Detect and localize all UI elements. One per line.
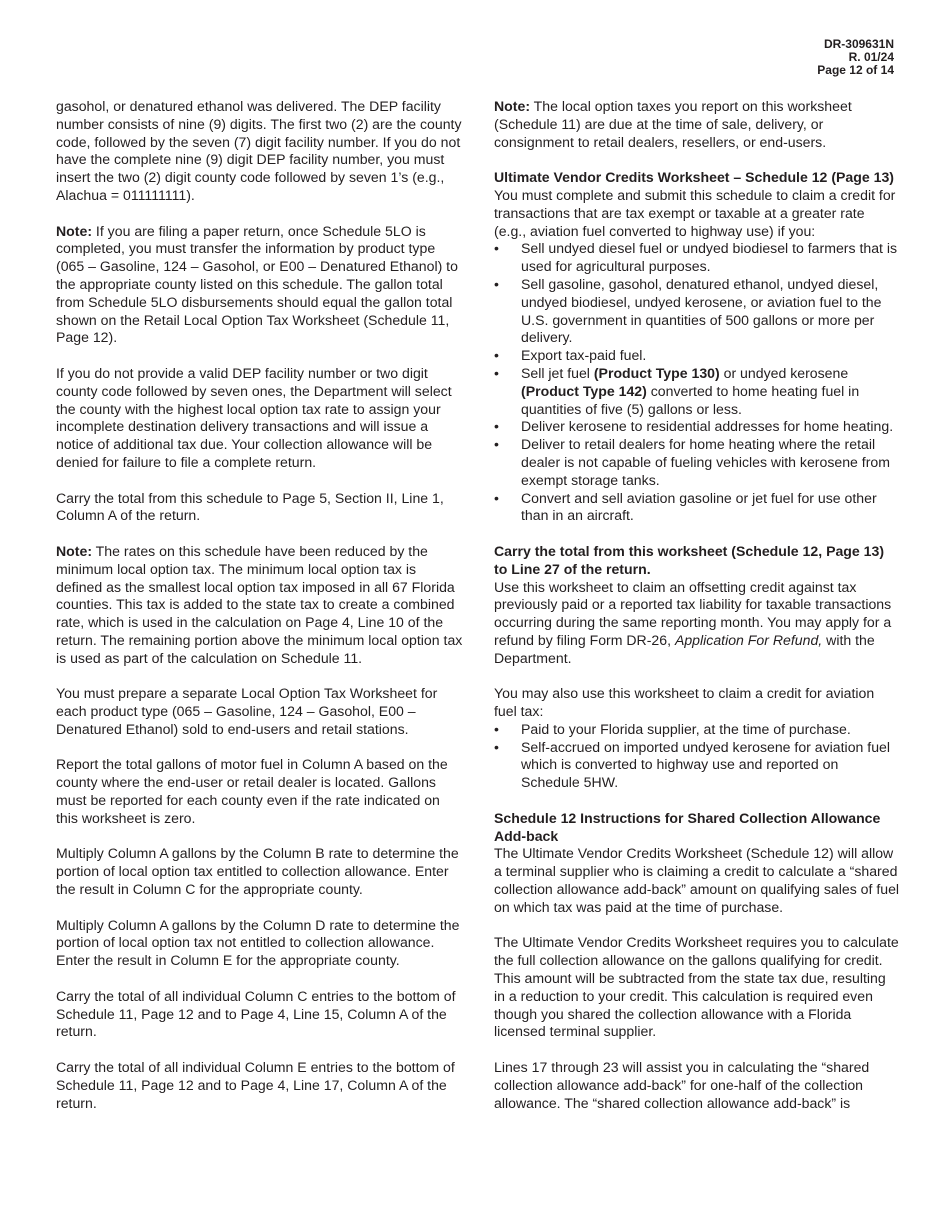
list-item: • Self-accrued on imported undyed kerosene for aviation fuel which is converted to highway use and reported on Schedule 5HW. (494, 739, 900, 792)
paragraph-column-e: Multiply Column A gallons by the Column D rate to determine the portion of local option tax not entitled to collection allowance. Enter the result in Column E for the appropriate county. (56, 916, 460, 969)
list-item: • Sell gasoline, gasohol, denatured ethanol, undyed diesel, undyed biodiesel, undyed kerosene, or aviation fuel to the U.S. government in quantities of 500 gallons or more per delivery. (494, 276, 900, 347)
right-column (494, 98, 900, 1112)
paragraph-separate-worksheet: You must prepare a separate Local Option Tax Worksheet for each product type (065 – Gasoline, 124 – Gasohol, E00 – Denatured Ethanol) sold to end-users and retail stations. (56, 685, 438, 737)
form-title-italic: Application For Refund, (674, 631, 823, 648)
paragraph-offsetting-credit (494, 579, 900, 668)
paragraph-invalid-dep: If you do not provide a valid DEP facility number or two digit county code followed by seven ones, the Department will select the county with the highest local option tax rate to assign your incomplete destination delivery transactions and will issue a notice of additional tax due. Your collection allowance will be denied for failure to file a complete return. (56, 364, 452, 470)
note-text: If you are filing a paper return, once Schedule 5LO is completed, you must transfer the information by product type (065 – Gasoline, 124 – Gasohol, or E00 – Denatured Ethanol) to the appropriate county listed on this schedule. The gallon total from Schedule 5LO disbursements should equal the gallon total shown on the Retail Local Option Tax Worksheet (Schedule 11, Page 12). (56, 222, 458, 346)
heading-schedule-12: Ultimate Vendor Credits Worksheet – Schedule 12 (Page 13) (494, 169, 894, 186)
note-text: The rates on this schedule have been reduced by the minimum local option tax. The minimum local option tax is defined as the smallest local option tax imposed in all 67 Florida counties. This tax is added to the state tax to create a combined rate, which is used in the calculation on Page 4, Line 10 of the return. The remaining portion above the minimum local option tax is used as part of the calculation on Schedule 11. (56, 542, 463, 666)
list-item: • Export tax-paid fuel. (494, 347, 900, 365)
list-item-text: Sell jet fuel (521, 364, 594, 381)
form-number: DR-309631N (823, 37, 894, 51)
list-item: • Sell undyed diesel fuel or undyed biodiesel to farmers that is used for agricultural purposes. (494, 240, 900, 276)
list-item-text: converted to home heating fuel in quantities of five (5) gallons or less. (521, 382, 860, 417)
note-rates-reduced (56, 543, 464, 668)
list-item (494, 365, 900, 418)
paragraph-text: with the Department. (494, 631, 875, 666)
product-type-130: (Product Type 130) (593, 364, 720, 381)
note-paper-return (56, 223, 464, 348)
note-label: Note: (56, 222, 93, 239)
left-column (56, 98, 464, 1112)
aviation-credit-list (494, 721, 900, 792)
paragraph-schedule-12: You must complete and submit this schedule to claim a credit for transactions that are tax exempt or taxable at a greater rate (e.g., aviation fuel converted to highway use) if you: (494, 186, 896, 239)
form-header (817, 38, 894, 77)
note-label: Note: (56, 542, 93, 559)
paragraph-lines-17-23: Lines 17 through 23 will assist you in calculating the “shared collection allowance add-back” for one-half of the collection allowance. The “shared collection allowance add-back” is (494, 1059, 870, 1111)
product-type-142: (Product Type 142) (521, 382, 647, 399)
list-item: • Paid to your Florida supplier, at the time of purchase. (494, 721, 900, 739)
paragraph-text: Use this worksheet to claim an offsetting credit against tax previously paid or a reported tax liability for taxable transactions occurring during the same reporting month. You may apply for a refund by filing Form DR-26, (494, 578, 892, 648)
list-item: • Deliver to retail dealers for home heating where the retail dealer is not capable of fueling vehicles with kerosene from exempt storage tanks. (494, 436, 900, 489)
note-label: Note: (494, 98, 531, 114)
list-item: • Convert and sell aviation gasoline or jet fuel for use other than in an aircraft. (494, 490, 900, 526)
credit-conditions-list (494, 240, 900, 525)
paragraph-column-c: Multiply Column A gallons by the Column B rate to determine the portion of local option tax entitled to collection allowance. Enter the result in Column C for the appropriate county. (56, 845, 459, 898)
paragraph-dep-facility: gasohol, or denatured ethanol was delivered. The DEP facility number consists of nine (9) digits. The first two (2) are the county code, followed by the seven (7) digit facility number. If you do not have the complete nine (9) digit DEP facility number, you must insert the two (2) digit county code followed by seven 1’s (e.g., Alachua = 011111111). (56, 98, 462, 203)
heading-shared-collection: Schedule 12 Instructions for Shared Collection Allowance Add-back (494, 809, 881, 844)
form-revision: R. 01/24 (848, 50, 894, 64)
paragraph-carry-total: Carry the total from this schedule to Page 5, Section II, Line 1, Column A of the return. (56, 489, 444, 524)
heading-carry-total: Carry the total from this worksheet (Schedule 12, Page 13) to Line 27 of the return. (494, 542, 885, 577)
paragraph-carry-column-c: Carry the total of all individual Column C entries to the bottom of Schedule 11, Page 12 and to Page 4, Line 15, Column A of the return. (56, 987, 456, 1040)
page-number: Page 12 of 14 (817, 63, 894, 77)
paragraph-full-allowance: The Ultimate Vendor Credits Worksheet requires you to calculate the full collection allowance on the gallons qualifying for credit. This amount will be subtracted from the state tax due, resulting in a reduction to your credit. This calculation is required even though you shared the collection allowance with a Florida licensed terminal supplier. (494, 934, 899, 1040)
note-text: The local option taxes you report on this worksheet (Schedule 11) are due at the time of sale, delivery, or consignment to retail dealers, resellers, or end-users. (494, 98, 852, 150)
note-local-option (494, 98, 900, 151)
list-item: • Deliver kerosene to residential addresses for home heating. (494, 418, 900, 436)
paragraph-report-gallons: Report the total gallons of motor fuel in Column A based on the county where the end-user or retail dealer is located. Gallons must be reported for each county even if the rate indicated on this worksheet is zero. (56, 756, 448, 826)
paragraph-aviation-intro: You may also use this worksheet to claim a credit for aviation fuel tax: (494, 685, 875, 720)
paragraph-carry-column-e: Carry the total of all individual Column E entries to the bottom of Schedule 11, Page 12 and to Page 4, Line 17, Column A of the return. (56, 1059, 455, 1111)
list-item-text: or undyed kerosene (719, 364, 849, 381)
paragraph-shared-collection: The Ultimate Vendor Credits Worksheet (Schedule 12) will allow a terminal supplier who is claiming a credit to calculate a “shared collection allowance add-back” amount on qualifying sales of fuel on which tax was paid at the time of purchase. (494, 845, 900, 915)
